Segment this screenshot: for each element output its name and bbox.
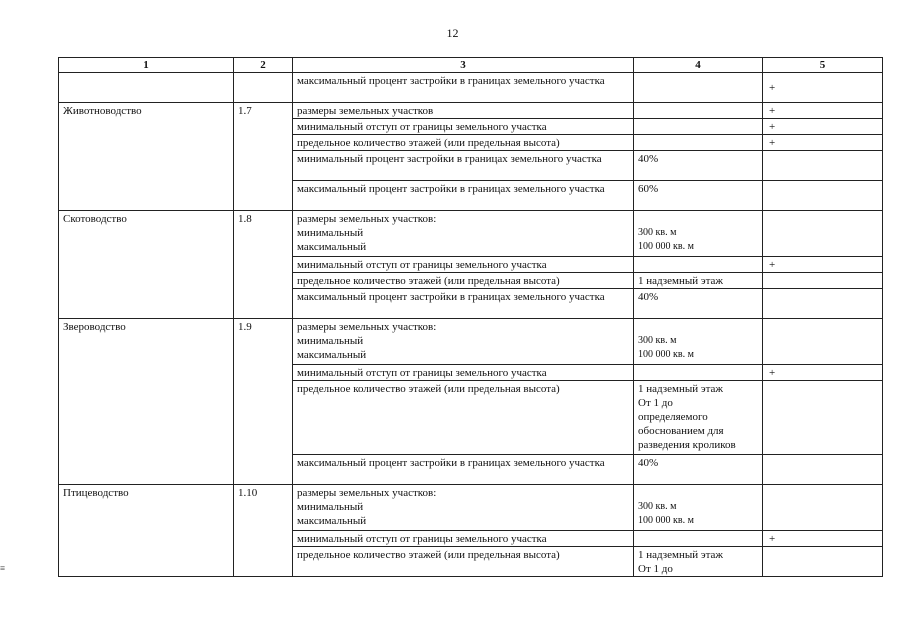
parameter-line: размеры земельных участков: (297, 213, 437, 225)
activity-cell: Звероводство (59, 319, 234, 485)
mark-cell (763, 289, 883, 319)
value-line: определяемого (638, 411, 708, 423)
value-line (638, 320, 758, 334)
value-cell: 40% (634, 455, 763, 485)
mark-cell (763, 273, 883, 289)
parameter-line: максимальный (297, 349, 367, 361)
mark-cell (763, 381, 883, 455)
parameter-cell: размеры земельных участков (293, 103, 634, 119)
value-cell (634, 73, 763, 103)
header-cell: 5 (763, 58, 883, 73)
parameter-line: максимальный (297, 515, 367, 527)
table-row (59, 211, 883, 257)
value-cell (634, 119, 763, 135)
parameter-cell: минимальный отступ от границы земельного участка (293, 365, 634, 381)
parameter-line: размеры земельных участков: (297, 487, 437, 499)
mark-cell (763, 211, 883, 257)
mark-cell: + (763, 73, 883, 103)
parameter-cell: максимальный процент застройки в границах земельного участка (293, 73, 634, 103)
parameter-line: размеры земельных участков: (297, 321, 437, 333)
parameter-cell (293, 485, 634, 531)
code-cell (234, 73, 293, 103)
value-cell: 40% (634, 289, 763, 319)
value-cell (634, 365, 763, 381)
value-cell (634, 257, 763, 273)
mark-cell: + (763, 365, 883, 381)
value-line: От 1 до (638, 397, 673, 409)
value-line: 100 000 кв. м (638, 349, 694, 360)
activity-cell: Птицеводство (59, 485, 234, 577)
parameter-cell: максимальный процент застройки в границах земельного участка (293, 181, 634, 211)
mark-cell: + (763, 531, 883, 547)
header-cell: 3 (293, 58, 634, 73)
parameter-cell: предельное количество этажей (или предельная высота) (293, 381, 634, 455)
parameter-cell: предельное количество этажей (или предельная высота) (293, 547, 634, 577)
value-cell (634, 547, 763, 577)
mark-cell (763, 485, 883, 531)
mark-cell: + (763, 135, 883, 151)
parameter-line: максимальный (297, 241, 367, 253)
parameter-cell: минимальный отступ от границы земельного участка (293, 119, 634, 135)
page-number: 12 (446, 26, 459, 40)
activity-cell: Животноводство (59, 103, 234, 211)
regulations-table (58, 57, 883, 577)
parameter-cell (293, 319, 634, 365)
table-row (59, 103, 883, 119)
value-cell (634, 211, 763, 257)
header-cell: 1 (59, 58, 234, 73)
value-line: обоснованием для (638, 425, 724, 437)
value-line: От 1 до (638, 563, 673, 575)
parameter-cell: максимальный процент застройки в границах земельного участка (293, 455, 634, 485)
value-line: 100 000 кв. м (638, 515, 694, 526)
activity-cell (59, 73, 234, 103)
activity-cell: Скотоводство (59, 211, 234, 319)
value-cell (634, 381, 763, 455)
value-line: 100 000 кв. м (638, 241, 694, 252)
table-row (59, 485, 883, 531)
value-line: 1 надземный этаж (638, 383, 723, 395)
code-cell: 1.7 (234, 103, 293, 211)
parameter-cell: максимальный процент застройки в границах земельного участка (293, 289, 634, 319)
value-cell (634, 103, 763, 119)
mark-cell: + (763, 119, 883, 135)
value-line (638, 212, 758, 226)
mark-cell (763, 151, 883, 181)
parameter-cell: предельное количество этажей (или предельная высота) (293, 273, 634, 289)
value-cell (634, 319, 763, 365)
value-line: разведения кроликов (638, 439, 736, 451)
table-header-row (59, 58, 883, 73)
parameter-line: минимальный (297, 227, 364, 239)
parameter-cell: минимальный отступ от границы земельного участка (293, 257, 634, 273)
value-cell: 60% (634, 181, 763, 211)
margin-mark: ≡ (0, 563, 6, 573)
value-cell (634, 485, 763, 531)
value-line: 300 кв. м (638, 501, 677, 512)
parameter-cell (293, 211, 634, 257)
value-line: 300 кв. м (638, 335, 677, 346)
value-cell (634, 531, 763, 547)
table-row (59, 319, 883, 365)
parameter-cell: минимальный процент застройки в границах земельного участка (293, 151, 634, 181)
parameter-line: минимальный (297, 335, 364, 347)
value-line (638, 486, 758, 500)
parameter-cell: минимальный отступ от границы земельного участка (293, 531, 634, 547)
mark-cell: + (763, 257, 883, 273)
table-row (59, 73, 883, 103)
value-line: 1 надземный этаж (638, 549, 723, 561)
mark-cell (763, 455, 883, 485)
value-cell: 40% (634, 151, 763, 181)
header-cell: 4 (634, 58, 763, 73)
mark-cell (763, 547, 883, 577)
parameter-cell: предельное количество этажей (или предельная высота) (293, 135, 634, 151)
mark-cell (763, 181, 883, 211)
mark-cell: + (763, 103, 883, 119)
parameter-line: минимальный (297, 501, 364, 513)
value-cell: 1 надземный этаж (634, 273, 763, 289)
value-line: 300 кв. м (638, 227, 677, 238)
code-cell: 1.10 (234, 485, 293, 577)
header-cell: 2 (234, 58, 293, 73)
code-cell: 1.8 (234, 211, 293, 319)
code-cell: 1.9 (234, 319, 293, 485)
mark-cell (763, 319, 883, 365)
value-cell (634, 135, 763, 151)
